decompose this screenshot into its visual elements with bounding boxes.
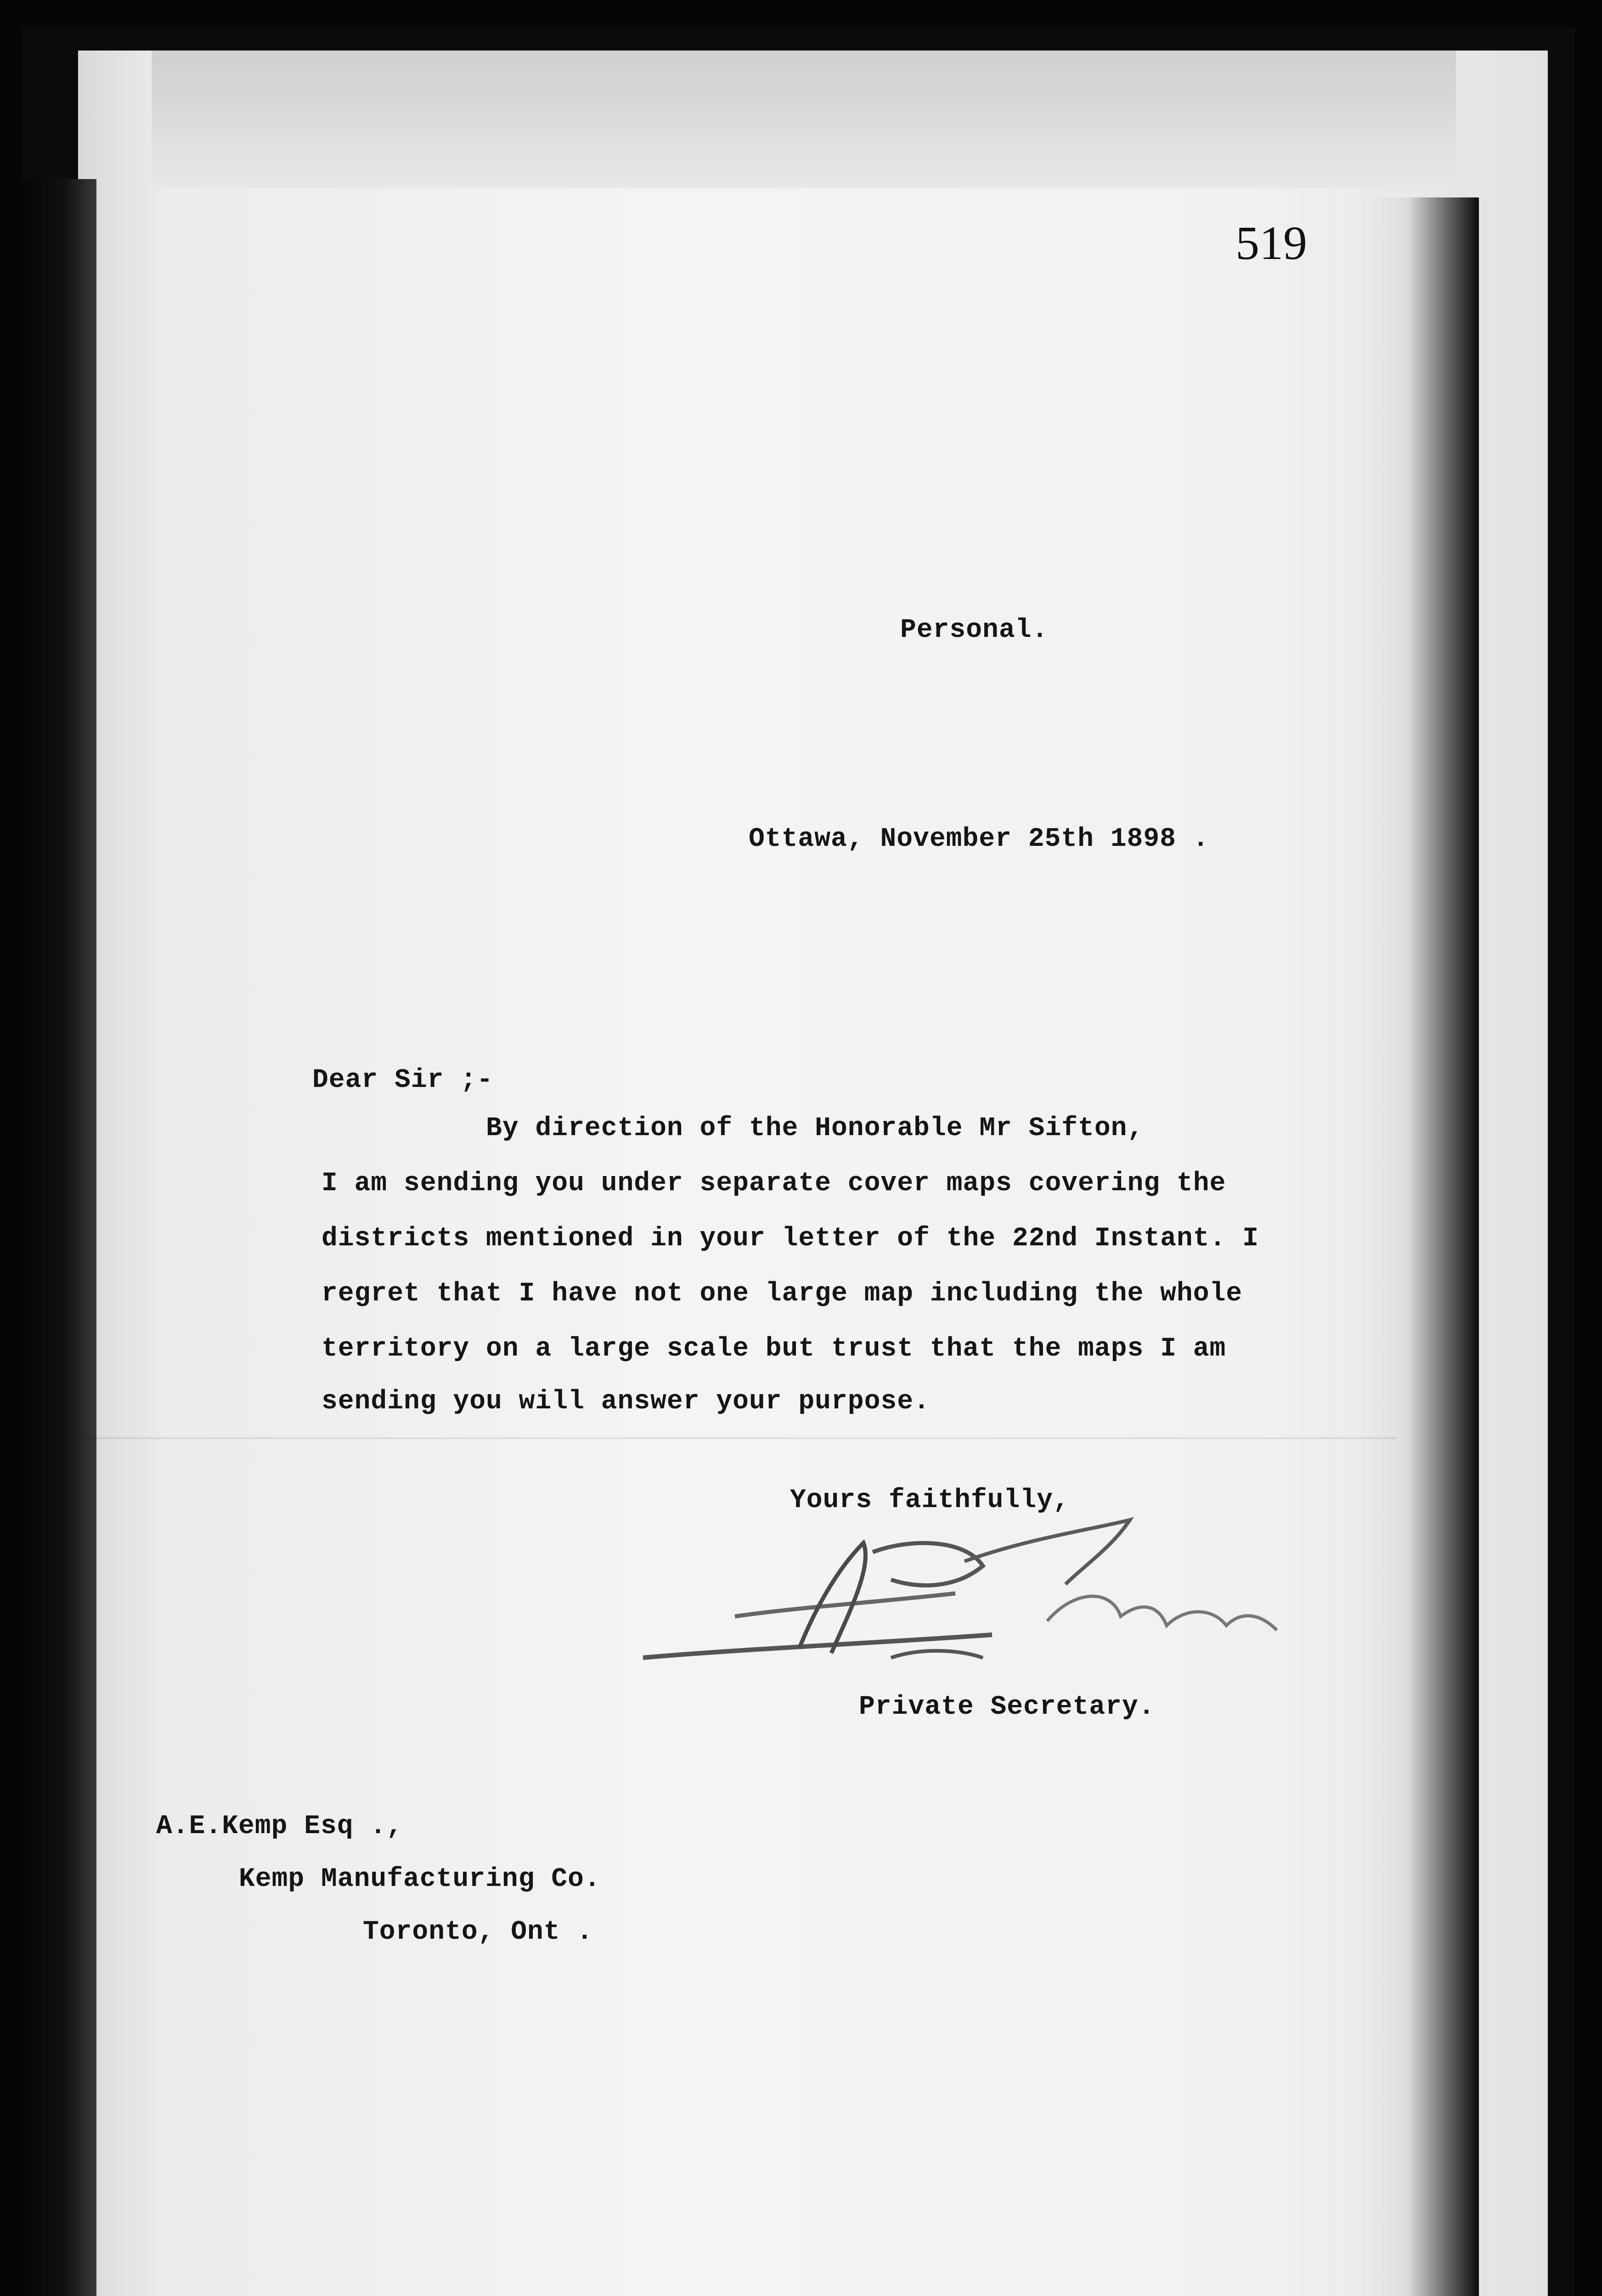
addressee-city: Toronto, Ont .: [363, 1917, 593, 1947]
paper-left-shadow: [18, 179, 96, 2296]
letter-body-line: regret that I have not one large map including the whole: [322, 1279, 1243, 1309]
addressee-name: A.E.Kemp Esq .,: [156, 1812, 403, 1841]
paper-right-edge: [1359, 197, 1479, 2296]
letter-closing: Yours faithfully,: [790, 1486, 1070, 1515]
paper-top-edge: [152, 51, 1456, 188]
paper-fold-line: [83, 1437, 1396, 1439]
letter-marking: Personal.: [900, 615, 1049, 645]
letter-date: Ottawa, November 25th 1898 .: [749, 824, 1209, 854]
signer-title: Private Secretary.: [859, 1692, 1155, 1722]
addressee-company: Kemp Manufacturing Co.: [239, 1864, 601, 1894]
letter-body-line: districts mentioned in your letter of the 22nd Instant. I: [322, 1224, 1259, 1254]
handwritten-signature: [634, 1511, 1304, 1685]
letter-body-line: By direction of the Honorable Mr Sifton,: [322, 1114, 1144, 1143]
letter-body-line: I am sending you under separate cover maps covering the: [322, 1169, 1226, 1199]
letter-body-line: sending you will answer your purpose.: [322, 1387, 930, 1417]
letter-body-line: territory on a large scale but trust that the maps I am: [322, 1334, 1226, 1364]
page-number: 519: [1235, 217, 1307, 270]
letter-salutation: Dear Sir ;-: [312, 1065, 493, 1095]
